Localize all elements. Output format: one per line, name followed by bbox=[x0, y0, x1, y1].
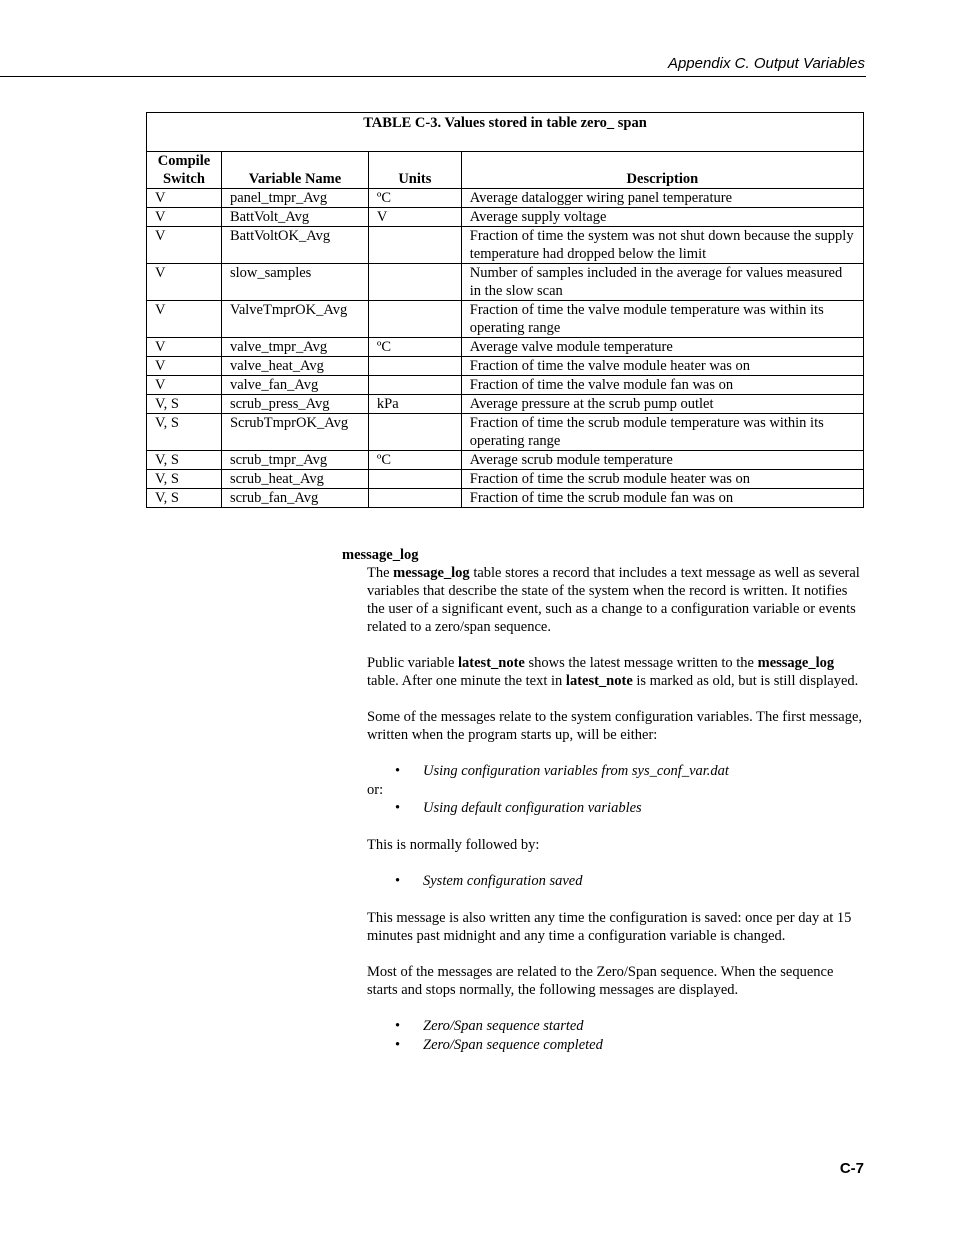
col-header-compile-switch: Compile Switch bbox=[147, 152, 222, 189]
cell-variable-name: scrub_press_Avg bbox=[221, 395, 368, 414]
cell-description: Fraction of time the scrub module temperature was within its operating range bbox=[461, 414, 863, 451]
cell-compile-switch: V, S bbox=[147, 470, 222, 489]
section-body bbox=[367, 564, 862, 1055]
table-body bbox=[147, 189, 864, 508]
cell-description: Average supply voltage bbox=[461, 208, 863, 227]
cell-compile-switch: V bbox=[147, 264, 222, 301]
cell-compile-switch: V bbox=[147, 208, 222, 227]
cell-units bbox=[368, 376, 461, 395]
cell-variable-name: slow_samples bbox=[221, 264, 368, 301]
cell-units bbox=[368, 357, 461, 376]
cell-variable-name: valve_heat_Avg bbox=[221, 357, 368, 376]
cell-compile-switch: V bbox=[147, 227, 222, 264]
paragraph-3: Some of the messages relate to the system configuration variables. The first message, written when the program starts up, will be either: bbox=[367, 709, 863, 743]
table-row bbox=[147, 470, 864, 489]
table-title: TABLE C-3. Values stored in table zero_ span bbox=[147, 113, 864, 152]
cell-compile-switch: V, S bbox=[147, 489, 222, 508]
cell-compile-switch: V bbox=[147, 376, 222, 395]
cell-variable-name: scrub_heat_Avg bbox=[221, 470, 368, 489]
cell-variable-name: BattVolt_Avg bbox=[221, 208, 368, 227]
cell-description: Fraction of time the valve module fan was on bbox=[461, 376, 863, 395]
cell-units: ºC bbox=[368, 451, 461, 470]
cell-variable-name: valve_tmpr_Avg bbox=[221, 338, 368, 357]
cell-variable-name: panel_tmpr_Avg bbox=[221, 189, 368, 208]
col-header-variable-name: Variable Name bbox=[221, 152, 368, 189]
bullet-icon: • bbox=[395, 1037, 401, 1053]
bullet-icon: • bbox=[395, 873, 401, 889]
cell-units: ºC bbox=[368, 189, 461, 208]
cell-units bbox=[368, 489, 461, 508]
cell-units bbox=[368, 227, 461, 264]
cell-description: Fraction of time the scrub module heater was on bbox=[461, 470, 863, 489]
cell-compile-switch: V bbox=[147, 301, 222, 338]
cell-units bbox=[368, 264, 461, 301]
table-row bbox=[147, 208, 864, 227]
cell-variable-name: scrub_fan_Avg bbox=[221, 489, 368, 508]
cell-variable-name: BattVoltOK_Avg bbox=[221, 227, 368, 264]
list-item: • Zero/Span sequence started bbox=[395, 1018, 584, 1034]
cell-units: kPa bbox=[368, 395, 461, 414]
paragraph-5: This message is also written any time the configuration is saved: once per day at 15 minutes past midnight and any time a configuration variable is changed. bbox=[367, 910, 852, 944]
bullet-list-3 bbox=[367, 872, 862, 891]
cell-description: Number of samples included in the average for values measured in the slow scan bbox=[461, 264, 863, 301]
page-number: C-7 bbox=[839, 1160, 864, 1177]
list-item: • Using configuration variables from sys_conf_var.dat bbox=[395, 763, 729, 779]
bullet-list-1 bbox=[367, 762, 862, 781]
cell-units: V bbox=[368, 208, 461, 227]
bullet-icon: • bbox=[395, 763, 401, 779]
table-row bbox=[147, 301, 864, 338]
cell-description: Average scrub module temperature bbox=[461, 451, 863, 470]
table-row bbox=[147, 189, 864, 208]
cell-variable-name: valve_fan_Avg bbox=[221, 376, 368, 395]
section-heading: message_log bbox=[342, 547, 419, 563]
cell-variable-name: ScrubTmprOK_Avg bbox=[221, 414, 368, 451]
cell-units bbox=[368, 414, 461, 451]
cell-description: Average pressure at the scrub pump outlet bbox=[461, 395, 863, 414]
table-row bbox=[147, 338, 864, 357]
message-log-section bbox=[342, 546, 862, 1073]
list-item: • Zero/Span sequence completed bbox=[395, 1037, 603, 1053]
cell-compile-switch: V, S bbox=[147, 414, 222, 451]
bullet-list-2 bbox=[367, 799, 862, 818]
paragraph-2: Public variable latest_note shows the latest message written to the message_log table. After one minute the text in latest_note is marked as old, but is still displayed. bbox=[367, 655, 859, 689]
running-header: Appendix C. Output Variables bbox=[667, 55, 865, 72]
paragraph-4: This is normally followed by: bbox=[367, 837, 540, 853]
bullet-icon: • bbox=[395, 1018, 401, 1034]
list-item: • Using default configuration variables bbox=[395, 800, 642, 816]
table-row bbox=[147, 451, 864, 470]
cell-description: Average datalogger wiring panel temperature bbox=[461, 189, 863, 208]
cell-compile-switch: V bbox=[147, 338, 222, 357]
cell-variable-name: scrub_tmpr_Avg bbox=[221, 451, 368, 470]
col-header-units: Units bbox=[368, 152, 461, 189]
values-table bbox=[146, 112, 864, 508]
cell-description: Fraction of time the scrub module fan was on bbox=[461, 489, 863, 508]
table-row bbox=[147, 376, 864, 395]
cell-compile-switch: V bbox=[147, 189, 222, 208]
cell-compile-switch: V, S bbox=[147, 395, 222, 414]
cell-compile-switch: V, S bbox=[147, 451, 222, 470]
paragraph-6: Most of the messages are related to the Zero/Span sequence. When the sequence starts and stops normally, the following messages are displayed. bbox=[367, 964, 834, 998]
bullet-icon: • bbox=[395, 800, 401, 816]
cell-description: Fraction of time the valve module heater was on bbox=[461, 357, 863, 376]
cell-description: Fraction of time the system was not shut down because the supply temperature had dropped below the limit bbox=[461, 227, 863, 264]
cell-units bbox=[368, 470, 461, 489]
cell-compile-switch: V bbox=[147, 357, 222, 376]
paragraph-1: The message_log table stores a record that includes a text message as well as several variables that describe the state of the system when the record is written. It notifies the user of a significant event, such as a change to a configuration variable or events related to a zero/span sequence. bbox=[367, 565, 860, 635]
cell-variable-name: ValveTmprOK_Avg bbox=[221, 301, 368, 338]
cell-units: ºC bbox=[368, 338, 461, 357]
table-row bbox=[147, 489, 864, 508]
table-row bbox=[147, 414, 864, 451]
bullet-list-4 bbox=[367, 1017, 862, 1055]
table-row bbox=[147, 395, 864, 414]
cell-description: Average valve module temperature bbox=[461, 338, 863, 357]
header-rule bbox=[0, 76, 866, 77]
or-text: or: bbox=[367, 782, 384, 798]
cell-units bbox=[368, 301, 461, 338]
col-header-description: Description bbox=[461, 152, 863, 189]
table-row bbox=[147, 264, 864, 301]
cell-description: Fraction of time the valve module temperature was within its operating range bbox=[461, 301, 863, 338]
table-row bbox=[147, 357, 864, 376]
list-item: • System configuration saved bbox=[395, 873, 583, 889]
table-row bbox=[147, 227, 864, 264]
